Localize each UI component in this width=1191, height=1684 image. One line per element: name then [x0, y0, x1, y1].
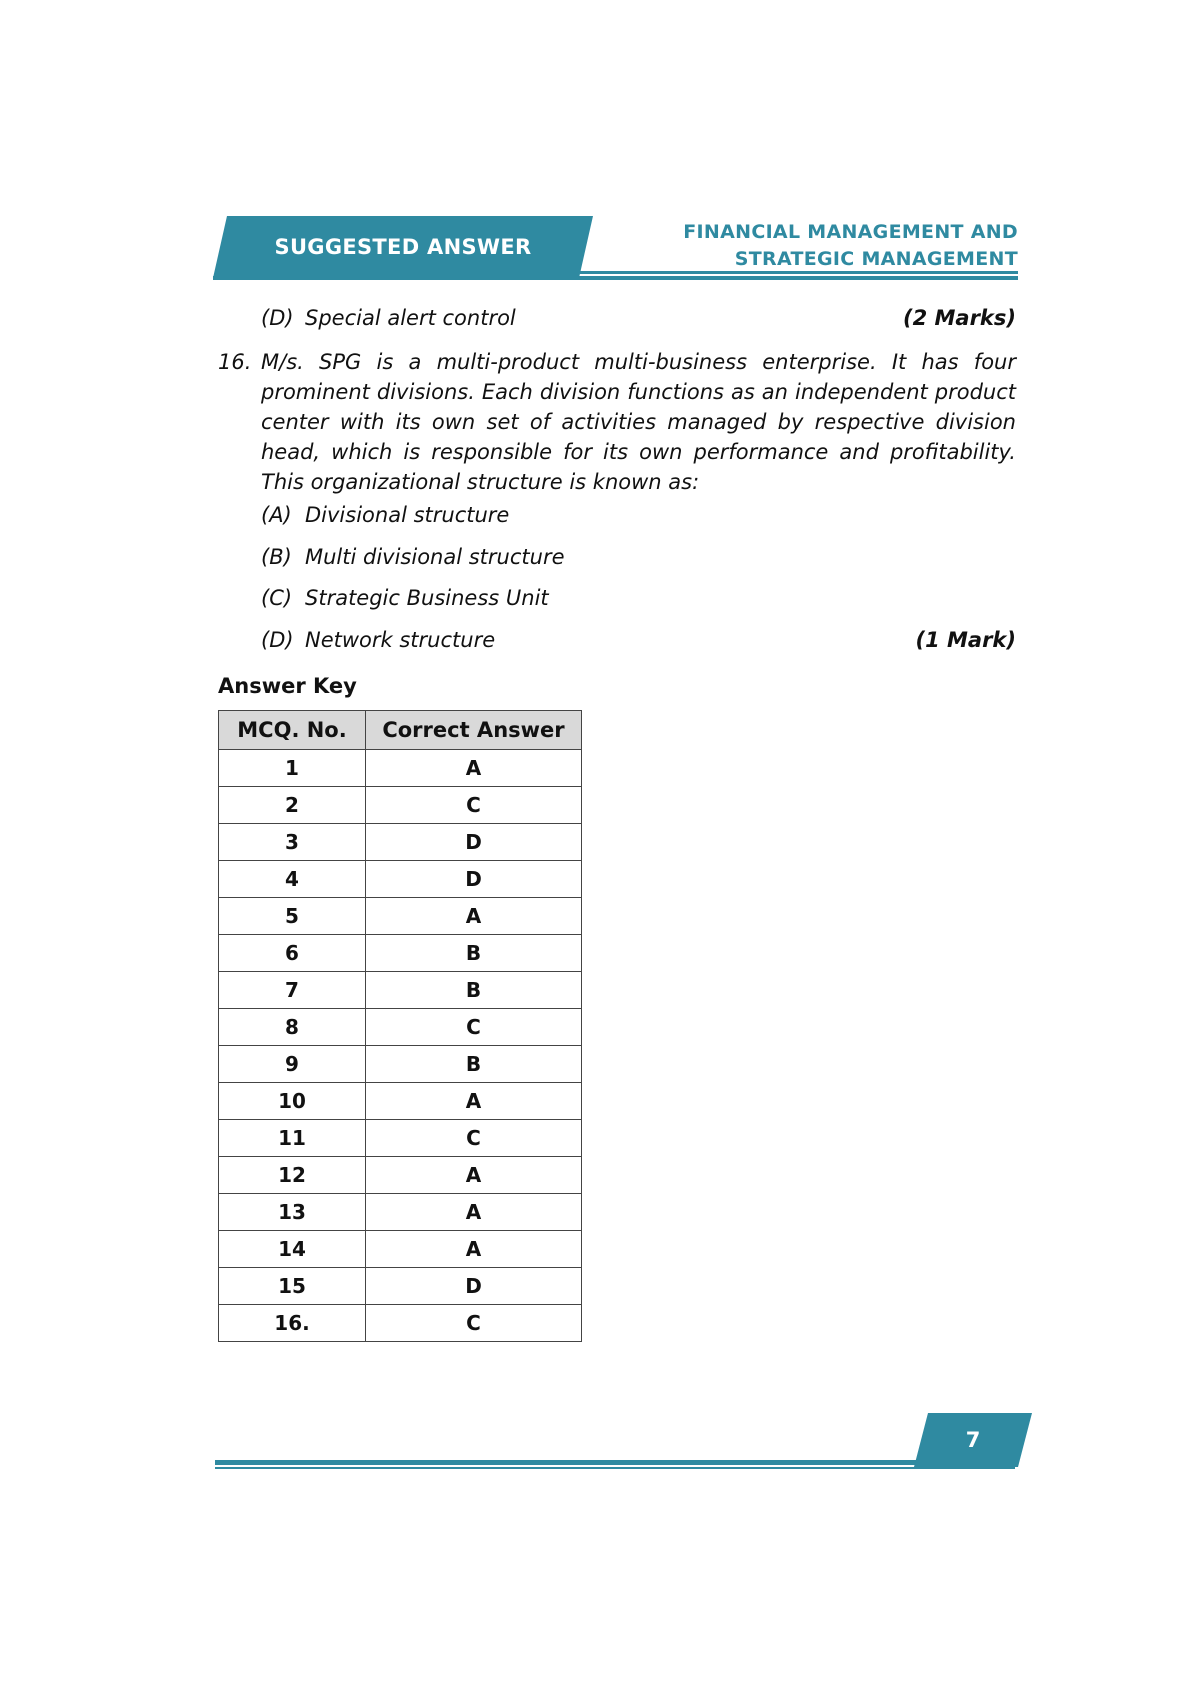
header-rule-thin — [580, 271, 1018, 274]
table-row — [219, 1231, 582, 1268]
question-text: M/s. SPG is a multi-product multi-business enterprise. It has four prominent divisions. Each division functions as an independent product center with its own set of activities managed by respective division head, which is responsible for its own performance and profitability. This organizational structure is known as: — [261, 350, 1016, 494]
table-row — [219, 898, 582, 935]
mcq-answer: C — [366, 1120, 582, 1157]
table-row — [219, 935, 582, 972]
option-c-text: Strategic Business Unit — [305, 586, 549, 610]
table-row — [219, 1120, 582, 1157]
mcq-answer: A — [366, 750, 582, 787]
mcq-number: 10 — [219, 1083, 366, 1120]
table-row — [219, 1083, 582, 1120]
mcq-number: 14 — [219, 1231, 366, 1268]
mcq-number: 11 — [219, 1120, 366, 1157]
mcq-number: 1 — [219, 750, 366, 787]
prev-option-text: Special alert control — [305, 306, 516, 330]
mcq-answer: C — [366, 787, 582, 824]
option-b-letter: (B) — [261, 545, 292, 569]
page-number: 7 — [965, 1428, 981, 1452]
table-row — [219, 1046, 582, 1083]
question-marks: (1 Mark) — [915, 628, 1016, 652]
mcq-answer: B — [366, 972, 582, 1009]
mcq-answer: A — [366, 1231, 582, 1268]
mcq-answer: C — [366, 1009, 582, 1046]
header-title-line1: FINANCIAL MANAGEMENT AND — [683, 221, 1018, 243]
option-a-letter: (A) — [261, 503, 292, 527]
table-header-row — [219, 711, 582, 750]
table-row — [219, 1194, 582, 1231]
mcq-number: 15 — [219, 1268, 366, 1305]
mcq-answer: B — [366, 935, 582, 972]
mcq-number: 2 — [219, 787, 366, 824]
prev-question-marks: (2 Marks) — [902, 306, 1016, 330]
table-row — [219, 1009, 582, 1046]
prev-option-letter: (D) — [261, 306, 294, 330]
mcq-number: 5 — [219, 898, 366, 935]
table-row — [219, 972, 582, 1009]
mcq-number: 6 — [219, 935, 366, 972]
header-mcq-no: MCQ. No. — [219, 711, 366, 750]
mcq-number: 13 — [219, 1194, 366, 1231]
mcq-answer: A — [366, 1194, 582, 1231]
answer-key-title: Answer Key — [218, 674, 357, 698]
mcq-number: 3 — [219, 824, 366, 861]
mcq-answer: D — [366, 1268, 582, 1305]
mcq-answer: A — [366, 1157, 582, 1194]
mcq-answer: D — [366, 824, 582, 861]
footer-rule-thin — [215, 1467, 1015, 1469]
footer-rule — [215, 1460, 1015, 1465]
option-d-letter: (D) — [261, 628, 294, 652]
option-a-text: Divisional structure — [305, 503, 510, 527]
mcq-number: 9 — [219, 1046, 366, 1083]
header-correct-answer: Correct Answer — [366, 711, 582, 750]
option-d-text: Network structure — [305, 628, 496, 652]
mcq-answer: C — [366, 1305, 582, 1342]
option-b-text: Multi divisional structure — [305, 545, 565, 569]
table-row — [219, 1157, 582, 1194]
answer-key-table — [218, 710, 582, 1342]
mcq-answer: A — [366, 1083, 582, 1120]
header-title — [683, 219, 1018, 273]
mcq-number: 7 — [219, 972, 366, 1009]
header-rule — [213, 276, 1018, 280]
mcq-number: 4 — [219, 861, 366, 898]
table-row — [219, 824, 582, 861]
header-tab-label: SUGGESTED ANSWER — [274, 235, 532, 259]
table-row — [219, 787, 582, 824]
mcq-answer: B — [366, 1046, 582, 1083]
table-row — [219, 861, 582, 898]
table-row — [219, 1305, 582, 1342]
option-c-letter: (C) — [261, 586, 293, 610]
table-row — [219, 1268, 582, 1305]
mcq-answer: A — [366, 898, 582, 935]
mcq-number: 16. — [219, 1305, 366, 1342]
mcq-number: 8 — [219, 1009, 366, 1046]
mcq-number: 12 — [219, 1157, 366, 1194]
question-number: 16. — [218, 350, 252, 374]
mcq-answer: D — [366, 861, 582, 898]
header-title-line2: STRATEGIC MANAGEMENT — [734, 248, 1018, 270]
table-row — [219, 750, 582, 787]
